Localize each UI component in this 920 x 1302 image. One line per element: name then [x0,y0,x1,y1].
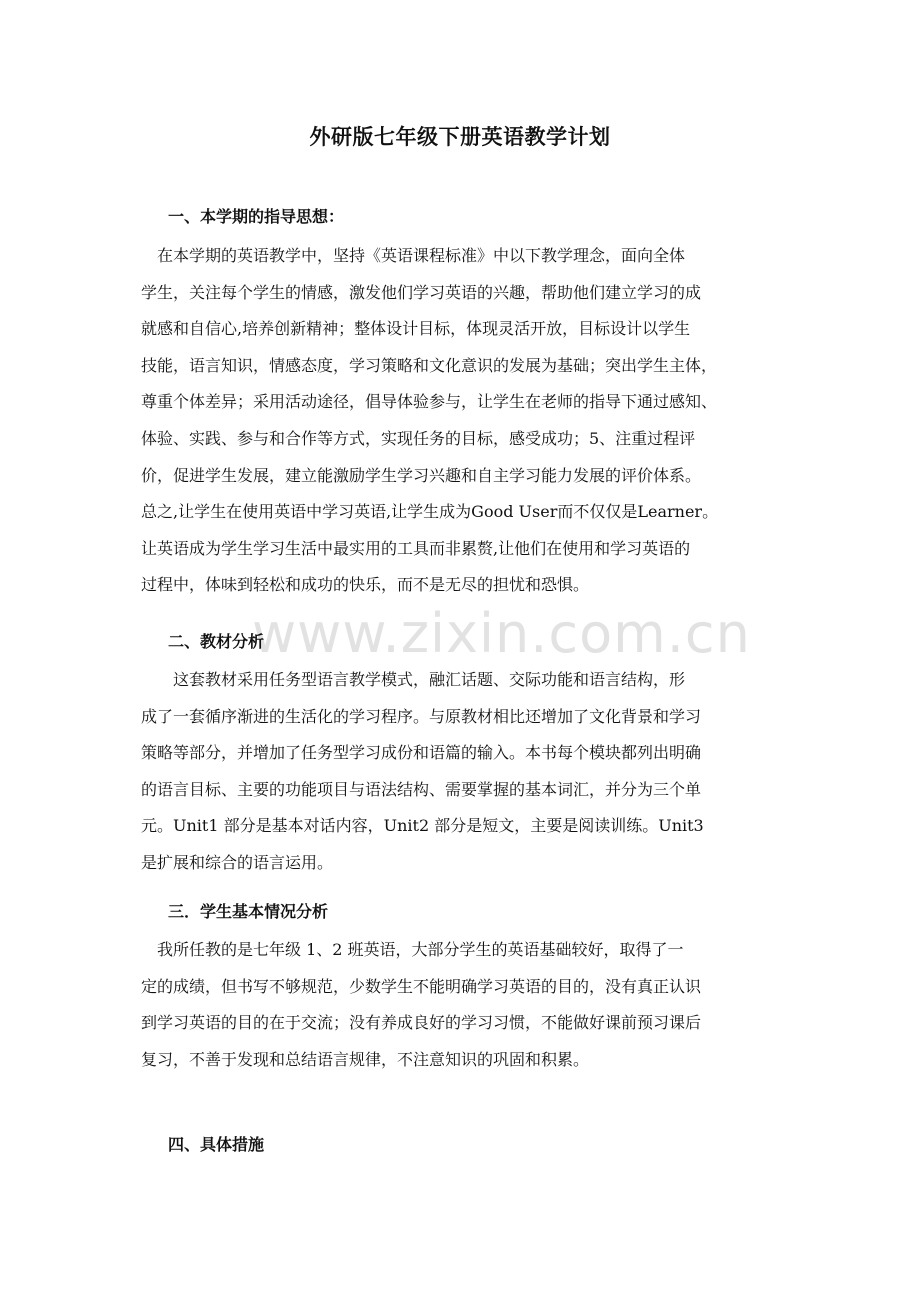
section-heading-student-analysis: 三．学生基本情况分析 [168,902,329,921]
paragraph-line: 总之,让学生在使用英语中学习英语,让学生成为Good User而不仅仅是Learner。 [141,502,719,522]
watermark-text: www.zixin.com.cn [252,602,751,665]
paragraph-line: 尊重个体差异；采用活动途径，倡导体验参与，让学生在老师的指导下通过感知、 [141,392,718,412]
section-heading-specific-measures: 四、具体措施 [168,1135,265,1154]
paragraph-line: 价，促进学生发展，建立能激励学生学习兴趣和自主学习能力发展的评价体系。 [141,465,702,485]
paragraph-line: 这套教材采用任务型语言教学模式，融汇话题、交际功能和语言结构，形 [141,670,686,689]
section-paragraph-student-analysis [141,932,791,1078]
section-paragraph-guiding-ideology [141,238,791,604]
section-heading-textbook-analysis: 二、教材分析 [168,632,265,651]
paragraph-line: 我所任教的是七年级 1、2 班英语，大部分学生的英语基础较好，取得了一 [141,940,684,959]
section-heading-guiding-ideology: 一、本学期的指导思想： [168,207,345,226]
paragraph-line: 元。Unit1 部分是基本对话内容，Unit2 部分是短文，主要是阅读训练。Unit3 [141,816,704,836]
paragraph-line: 就感和自信心,培养创新精神；整体设计目标，体现灵活开放，目标设计以学生 [141,319,691,339]
paragraph-line: 复习，不善于发现和总结语言规律，不注意知识的巩固和积累。 [141,1049,590,1069]
paragraph-line: 策略等部分，并增加了任务型学习成份和语篇的输入。本书每个模块都列出明确 [141,743,702,763]
paragraph-line: 定的成绩，但书写不够规范，少数学生不能明确学习英语的目的，没有真正认识 [141,976,702,996]
paragraph-line: 让英语成为学生学习生活中最实用的工具而非累赘,让他们在使用和学习英语的 [141,538,691,558]
paragraph-line: 是扩展和综合的语言运用。 [141,852,334,872]
paragraph-line: 的语言目标、主要的功能项目与语法结构、需要掌握的基本词汇，并分为三个单 [141,779,702,799]
paragraph-line: 学生，关注每个学生的情感，激发他们学习英语的兴趣，帮助他们建立学习的成 [141,282,702,302]
paragraph-line: 体验、实践、参与和合作等方式，实现任务的目标，感受成功；5、注重过程评 [141,428,696,448]
paragraph-line: 过程中，体味到轻松和成功的快乐，而不是无尽的担忧和恐惧。 [141,575,590,595]
paragraph-line: 成了一套循序渐进的生活化的学习程序。与原教材相比还增加了文化背景和学习 [141,706,702,726]
paragraph-line: 在本学期的英语教学中，坚持《英语课程标准》中以下教学理念，面向全体 [141,246,686,265]
paragraph-line: 到学习英语的目的在于交流；没有养成良好的学习习惯，不能做好课前预习课后 [141,1013,702,1033]
section-paragraph-textbook-analysis [141,662,791,882]
paragraph-line: 技能，语言知识，情感态度，学习策略和文化意识的发展为基础；突出学生主体， [141,355,718,375]
document-title: 外研版七年级下册英语教学计划 [309,124,611,149]
